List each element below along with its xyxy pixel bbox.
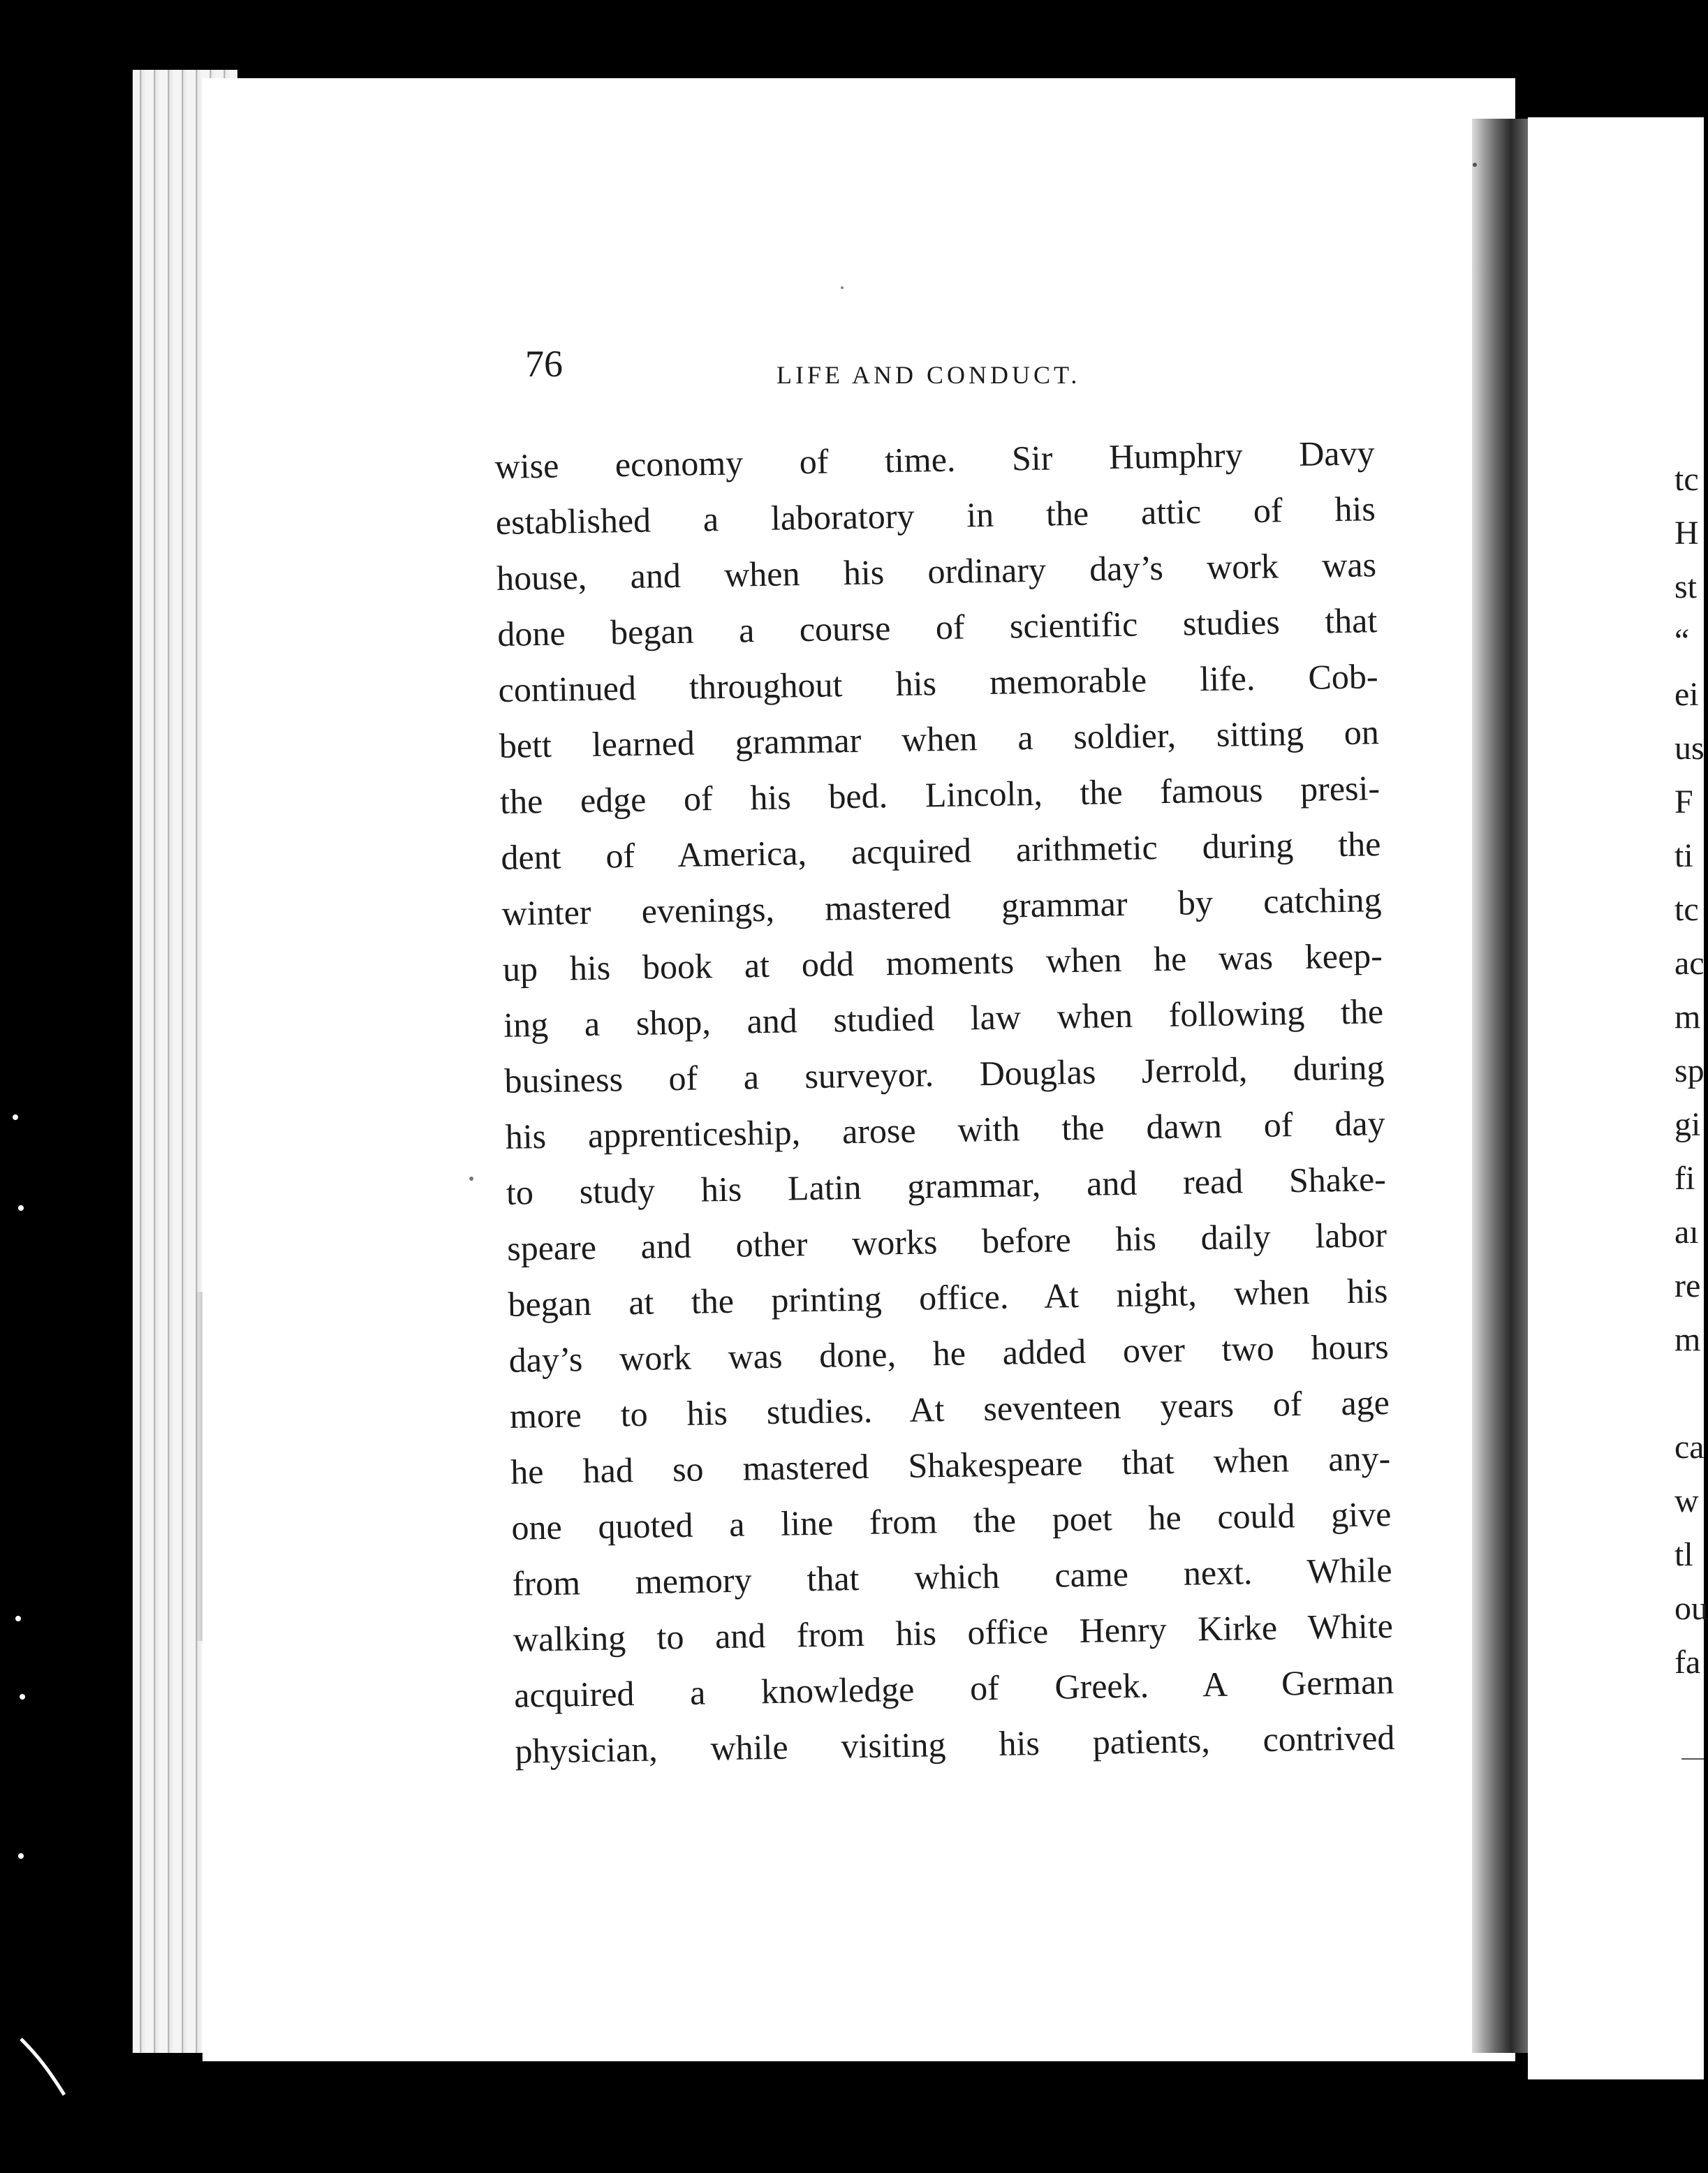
text-line: wise economy of time. Sir Humphry Davy — [494, 433, 1375, 486]
text-line: he had so mastered Shakespeare that when any- — [510, 1438, 1391, 1491]
facing-fragment: “ — [1674, 622, 1690, 659]
text-line: house, and when his ordinary day’s work was — [496, 545, 1377, 598]
text-line: his apprenticeship, arose with the dawn of day — [505, 1103, 1385, 1156]
facing-fragment: gi — [1674, 1106, 1701, 1143]
text-line: day’s work was done, he added over two hours — [508, 1327, 1390, 1380]
text-line: from memory that which came next. While — [512, 1550, 1393, 1603]
page-number: 76 — [525, 343, 563, 385]
text-line: established a laboratory in the attic of his — [495, 489, 1376, 542]
text-line: speare and other works before his daily labor — [506, 1215, 1387, 1268]
facing-fragment: ei — [1674, 676, 1699, 713]
facing-fragment: us — [1674, 730, 1705, 767]
facing-fragment: w — [1674, 1482, 1699, 1519]
running-head: LIFE AND CONDUCT. — [776, 361, 1081, 389]
facing-fragment: tl — [1674, 1536, 1693, 1573]
facing-fragment: F — [1674, 783, 1693, 820]
facing-fragment: tc — [1674, 891, 1699, 928]
text-line: continued throughout his memorable life. Cob- — [498, 656, 1378, 709]
facing-fragment: H — [1674, 515, 1699, 552]
facing-fragment: m — [1674, 999, 1701, 1036]
facing-fragment: ca — [1674, 1429, 1705, 1466]
text-line: began at the printing office. At night, when his — [508, 1271, 1388, 1324]
text-line: done began a course of scientific studies that — [496, 601, 1378, 654]
text-line: business of a surveyor. Douglas Jerrold, during — [504, 1047, 1385, 1100]
facing-fragment: re — [1674, 1267, 1701, 1304]
text-line: dent of America, acquired arithmetic during the — [500, 824, 1381, 877]
text-line: walking to and from his office Henry Kirke White — [513, 1606, 1394, 1659]
text-line: winter evenings, mastered grammar by catching — [501, 880, 1382, 933]
text-line: more to his studies. At seventeen years of age — [509, 1383, 1390, 1436]
facing-fragment: ou — [1674, 1590, 1708, 1627]
facing-fragment: fi — [1674, 1160, 1695, 1197]
text-line: one quoted a line from the poet he could give — [511, 1494, 1392, 1547]
text-line: physician, while visiting his patients, contrived — [515, 1717, 1395, 1771]
text-line: bett learned grammar when a soldier, sitting on — [499, 712, 1380, 765]
text-line: to study his Latin grammar, and read Shake- — [506, 1159, 1387, 1212]
text-line: the edge of his bed. Lincoln, the famous presi- — [499, 768, 1381, 821]
text-line: up his book at odd moments when he was keep- — [502, 936, 1383, 989]
facing-fragment: ti — [1674, 837, 1693, 874]
facing-fragment: sp — [1674, 1052, 1705, 1089]
facing-fragment: aı — [1674, 1214, 1699, 1251]
text-line: ing a shop, and studied law when following the — [503, 992, 1384, 1045]
facing-fragment: ac — [1674, 945, 1705, 982]
facing-fragment: m — [1674, 1321, 1701, 1358]
facing-fragment: fa — [1674, 1644, 1701, 1681]
text-line: acquired a knowledge of Greek. A German — [513, 1661, 1394, 1715]
facing-fragment: st — [1674, 568, 1698, 605]
facing-fragment: tc — [1674, 461, 1699, 498]
